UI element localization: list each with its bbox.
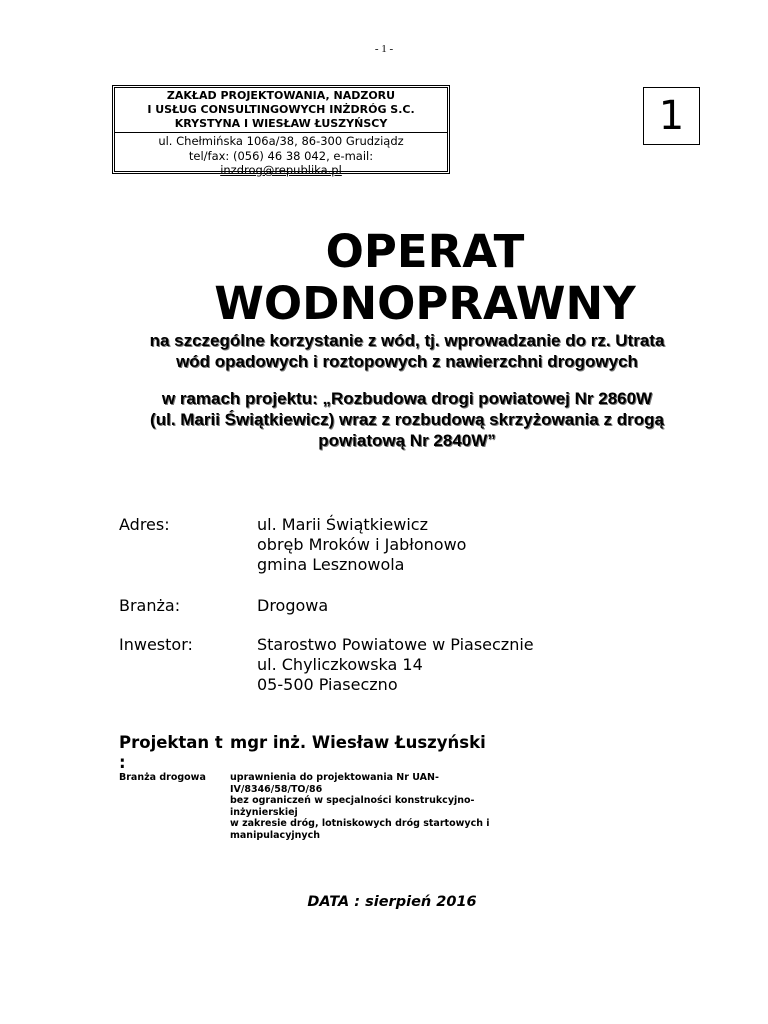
company-address: ul. Chełmińska 106a/38, 86-300 Grudziądz <box>158 134 404 148</box>
project-line: powiatową Nr 2840W” <box>318 431 496 450</box>
document-title-line: OPERAT <box>325 225 525 278</box>
document-title <box>0 226 768 330</box>
permission-line: bez ograniczeń w specjalności konstrukcyjno- <box>230 795 475 806</box>
company-contact <box>115 133 447 178</box>
branch-value: Drogowa <box>257 596 329 615</box>
company-name-line: KRYSTYNA I WIESŁAW ŁUSZYŃSCY <box>174 117 388 130</box>
address-value <box>257 515 466 575</box>
investor-line: 05-500 Piaseczno <box>257 675 398 694</box>
address-line: ul. Marii Świątkiewicz <box>257 515 428 534</box>
permission-line: IV/8346/58/TO/86 <box>230 783 323 795</box>
address-line: obręb Mroków i Jabłonowo <box>257 535 467 554</box>
investor-label: Inwestor: <box>119 635 193 654</box>
document-subtitle <box>0 330 768 372</box>
branch-label: Branża: <box>119 596 181 615</box>
permission-line: uprawnienia do projektowania Nr UAN- <box>230 772 439 783</box>
designer-label: Projektan t : <box>119 733 223 772</box>
address-line: gmina Lesznowola <box>257 555 405 574</box>
company-email-link[interactable]: inzdrog@republika.pl <box>220 163 342 177</box>
designer-name: mgr inż. Wiesław Łuszyński <box>230 733 486 752</box>
permission-line: w zakresie dróg, lotniskowych dróg startowych i <box>230 818 490 829</box>
address-label: Adres: <box>119 515 170 534</box>
company-phone: tel/fax: (056) 46 38 042, e-mail: <box>188 148 374 163</box>
permission-line: inżynierskiej <box>230 806 298 818</box>
company-header-box <box>112 85 450 177</box>
investor-value <box>257 635 534 695</box>
permission-line: manipulacyjnych <box>230 829 320 841</box>
designer-permissions <box>230 772 490 841</box>
page-number: - 1 - <box>374 43 394 55</box>
subtitle-line: wód opadowych i roztopowych z nawierzchni drogowych <box>176 352 638 371</box>
company-name-line: ZAKŁAD PROJEKTOWANIA, NADZORU <box>166 89 396 102</box>
project-line: w ramach projektu: „Rozbudowa drogi powiatowej Nr 2860W <box>161 389 653 408</box>
investor-line: Starostwo Powiatowe w Piasecznie <box>257 635 534 654</box>
document-title-line: WODNOPRAWNY <box>214 277 636 330</box>
company-name <box>115 88 447 133</box>
designer-branch-label: Branża drogowa <box>119 772 206 783</box>
volume-number-box: 1 <box>643 87 700 145</box>
investor-line: ul. Chyliczkowska 14 <box>257 655 423 674</box>
subtitle-line: na szczególne korzystanie z wód, tj. wprowadzanie do rz. Utrata <box>149 331 665 350</box>
document-date: DATA : sierpień 2016 <box>307 894 477 910</box>
project-line: (ul. Marii Świątkiewicz) wraz z rozbudową skrzyżowania z drogą <box>150 410 664 429</box>
company-name-line: I USŁUG CONSULTINGOWYCH INŻDRÓG S.C. <box>147 103 415 116</box>
project-description <box>0 388 768 451</box>
